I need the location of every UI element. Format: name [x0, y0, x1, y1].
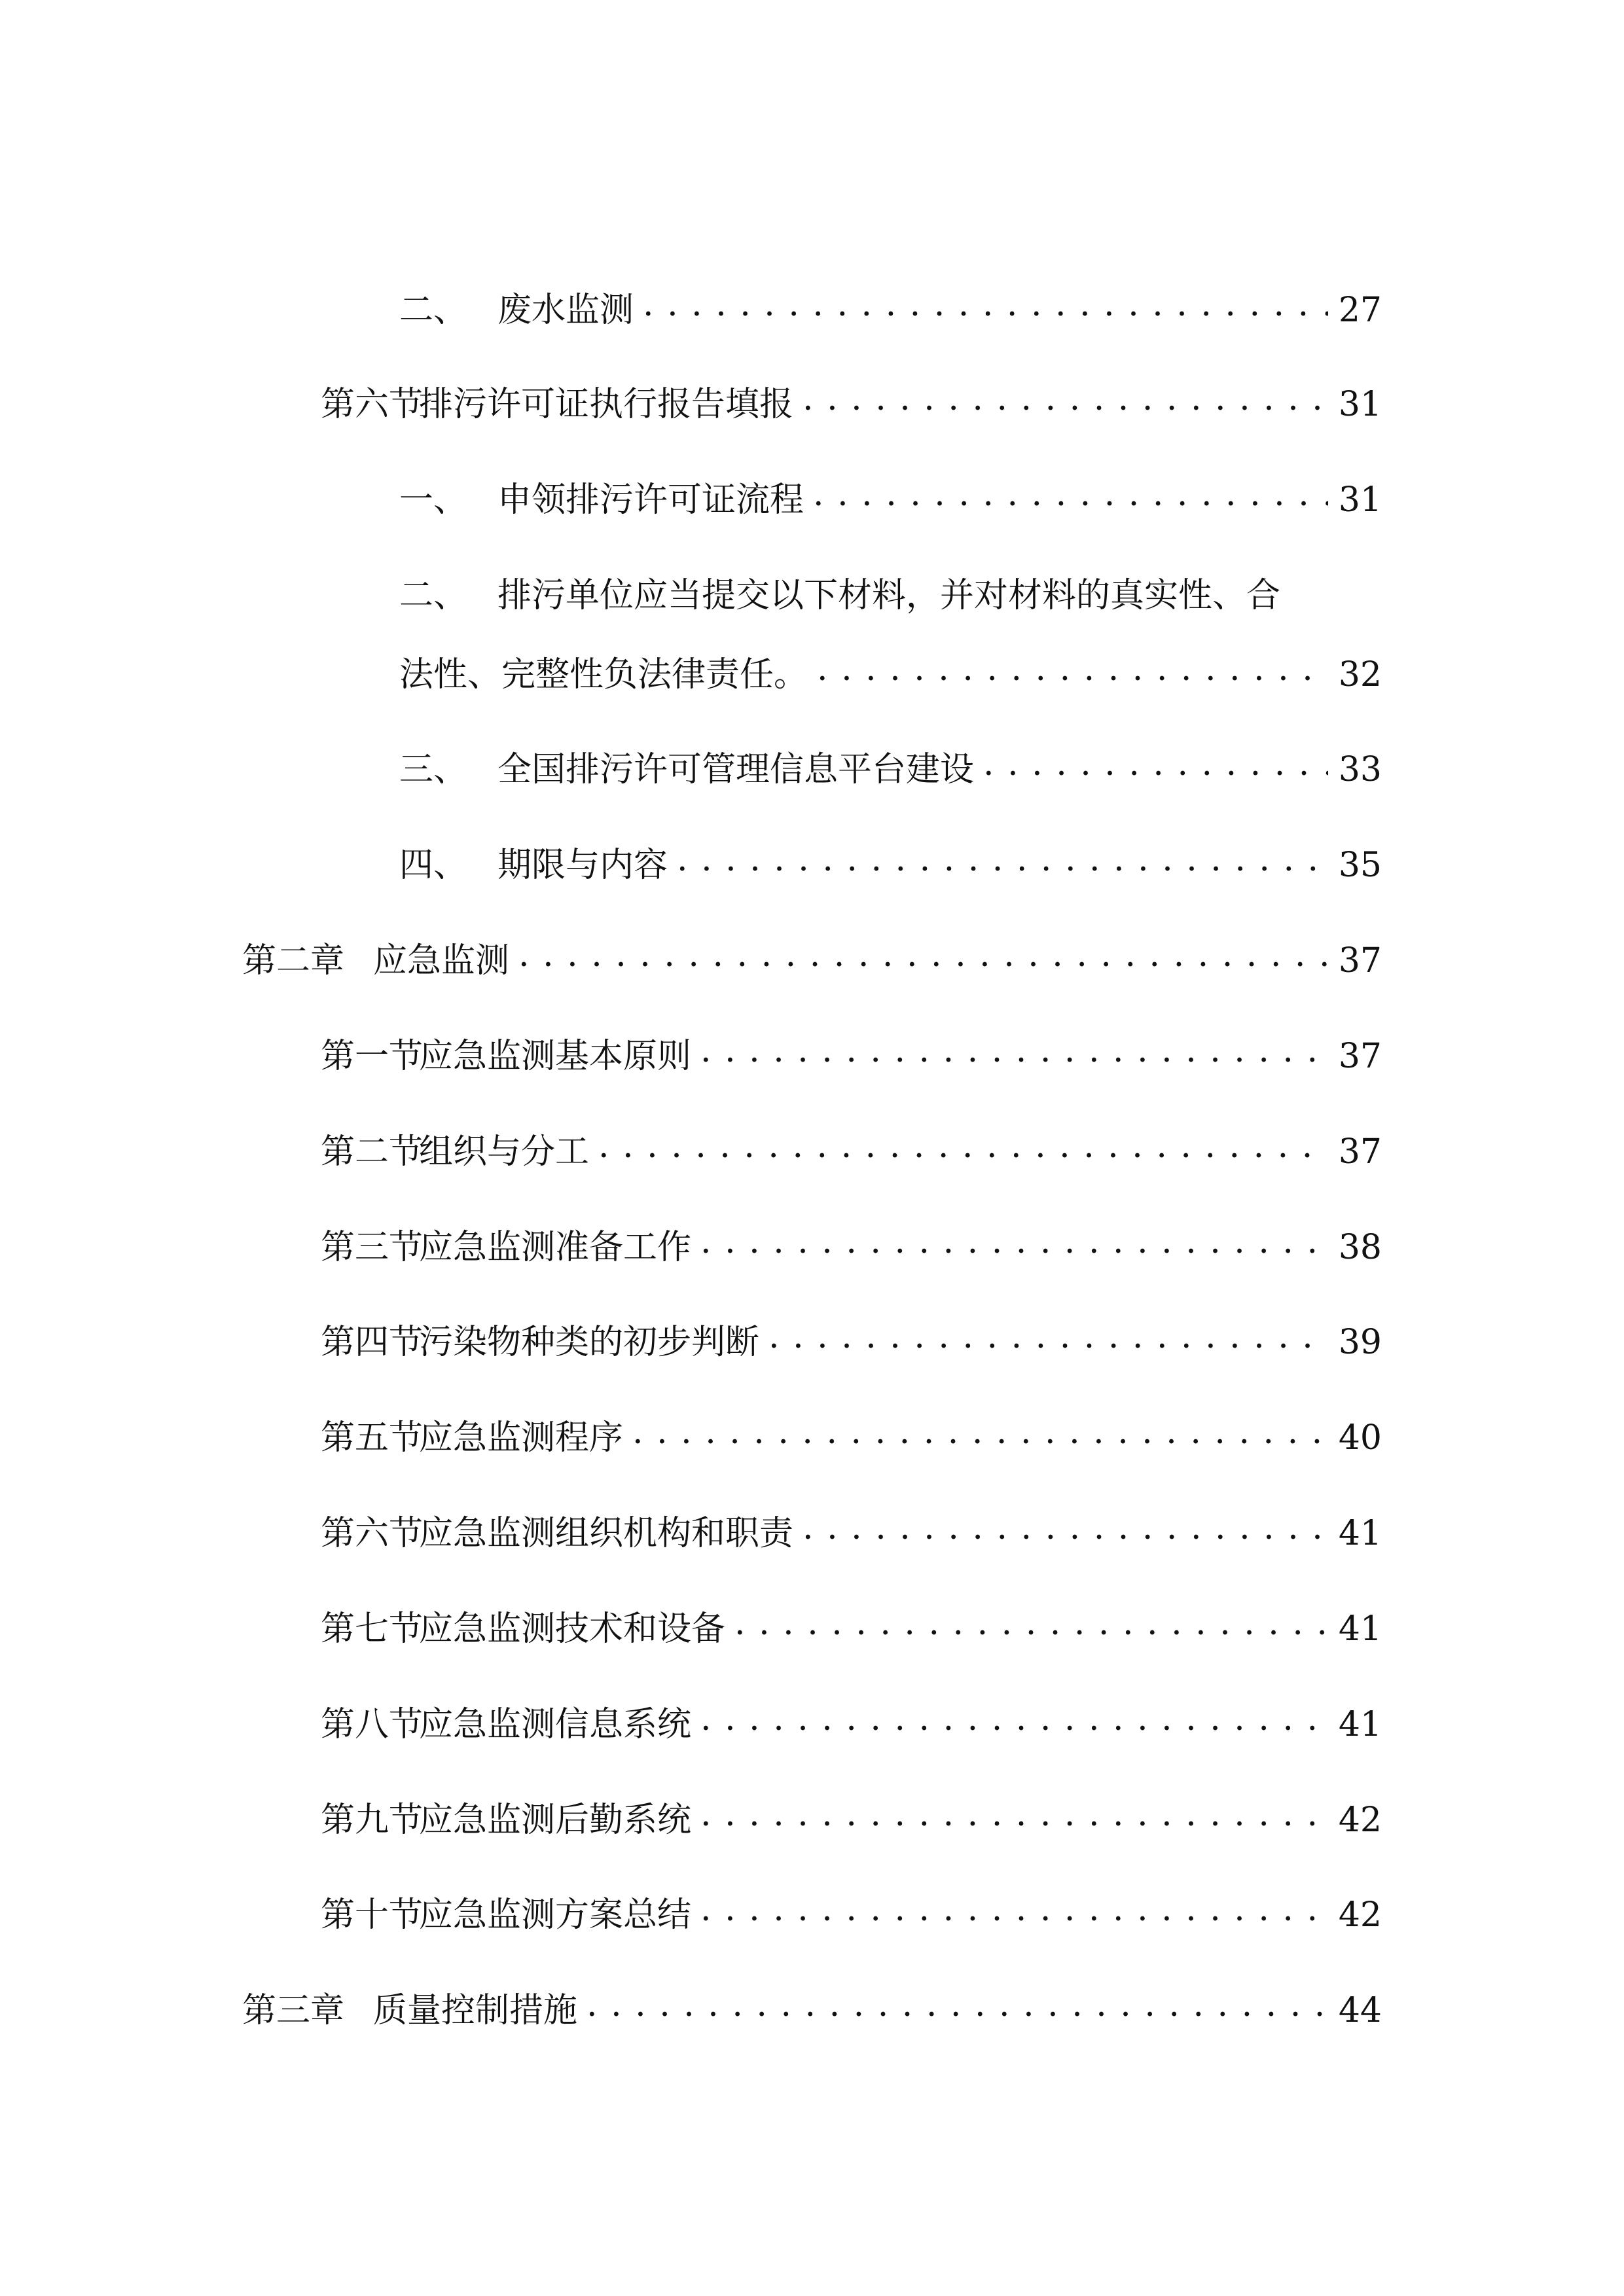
- toc-entry-title: 期限与内容: [497, 846, 668, 885]
- toc-entry-page: 41: [1338, 1514, 1382, 1553]
- dot-leader: [768, 1333, 1328, 1354]
- toc-entry-page: 38: [1338, 1228, 1382, 1267]
- toc-entry-title: 应急监测后勤系统: [419, 1801, 692, 1840]
- toc-entry-number: 三、: [399, 750, 468, 789]
- toc-entry-page: 41: [1338, 1609, 1382, 1649]
- toc-entry-number: 第五节: [321, 1418, 424, 1458]
- toc-entry-number: 第六节: [321, 1514, 424, 1553]
- toc-entry-page: 40: [1338, 1418, 1382, 1458]
- toc-entry[interactable]: [321, 1323, 1382, 1362]
- toc-entry-title-continued: 法性、完整性负法律责任。: [399, 655, 808, 694]
- toc-entry-page: 39: [1338, 1323, 1382, 1362]
- toc-entry-number: 二、: [399, 291, 468, 330]
- toc-entry[interactable]: [321, 1516, 1382, 1551]
- toc-entry-page: 27: [1338, 291, 1382, 330]
- toc-entry-page: 41: [1338, 1705, 1382, 1744]
- toc-entry-wrapped-line1[interactable]: [399, 576, 1382, 615]
- toc-entry[interactable]: [321, 1895, 1382, 1935]
- toc-entry[interactable]: [399, 291, 1382, 330]
- toc-entry-number: 第二节: [321, 1132, 424, 1172]
- toc-entry-number: 第一节: [321, 1037, 424, 1076]
- toc-entry-number: 第三章: [242, 1991, 345, 2030]
- toc-entry-number: 二、: [399, 576, 468, 615]
- toc-entry-title: 应急监测方案总结: [419, 1895, 692, 1935]
- toc-entry-title: 应急监测程序: [419, 1418, 624, 1458]
- toc-entry-number: 第十节: [321, 1895, 424, 1935]
- toc-entry[interactable]: [321, 1037, 1382, 1076]
- dot-leader: [700, 1811, 1328, 1831]
- toc-entry[interactable]: [399, 846, 1382, 885]
- toc-entry[interactable]: [242, 1991, 1382, 2030]
- toc-entry-title: 污染物种类的初步判断: [419, 1323, 760, 1362]
- toc-entry-number: 第七节: [321, 1609, 424, 1649]
- toc-entry-title: 应急监测基本原则: [419, 1037, 692, 1076]
- toc-entry-wrapped-line2[interactable]: [399, 655, 1382, 694]
- toc-entry[interactable]: [321, 1418, 1382, 1458]
- toc-entry[interactable]: [399, 480, 1382, 520]
- dot-leader: [518, 952, 1328, 972]
- dot-leader: [734, 1620, 1328, 1640]
- toc-entry-page: 42: [1338, 1895, 1382, 1935]
- toc-entry-title: 应急监测组织机构和职责: [419, 1514, 794, 1553]
- toc-entry-title: 应急监测: [373, 941, 510, 980]
- dot-leader: [700, 1906, 1328, 1926]
- toc-entry[interactable]: [242, 941, 1382, 980]
- toc-entry-page: 33: [1338, 750, 1382, 789]
- dot-leader: [700, 1047, 1328, 1067]
- toc-entry-title: 组织与分工: [419, 1132, 590, 1172]
- toc-entry[interactable]: [321, 1801, 1382, 1840]
- toc-entry[interactable]: [321, 1132, 1382, 1172]
- toc-entry-page: 37: [1338, 941, 1382, 980]
- toc-entry-number: 第九节: [321, 1801, 424, 1840]
- toc-entry-page: 44: [1338, 1991, 1382, 2030]
- dot-leader: [677, 856, 1328, 876]
- toc-entry-page: 31: [1338, 385, 1382, 424]
- toc-entry-number: 第三节: [321, 1228, 424, 1267]
- toc-entry-page: 37: [1338, 1132, 1382, 1172]
- toc-entry-number: 第八节: [321, 1705, 424, 1744]
- dot-leader: [983, 761, 1328, 781]
- dot-leader: [598, 1143, 1328, 1163]
- toc-entry-title: 应急监测准备工作: [419, 1228, 692, 1267]
- toc-entry-title: 申领排污许可证流程: [497, 480, 804, 520]
- toc-entry-number: 一、: [399, 480, 468, 520]
- toc-entry-number: 第四节: [321, 1323, 424, 1362]
- toc-entry-page: 37: [1338, 1037, 1382, 1076]
- toc-entry[interactable]: [321, 1705, 1382, 1744]
- toc-entry-title: 排污单位应当提交以下材料，并对材料的真实性、合: [497, 576, 1281, 615]
- toc-entry[interactable]: [321, 387, 1382, 422]
- toc-entry-number: 第二章: [242, 941, 345, 980]
- toc-entry[interactable]: [321, 1230, 1382, 1265]
- toc-entry[interactable]: [399, 750, 1382, 789]
- toc-entry-number: 四、: [399, 846, 468, 885]
- dot-leader: [700, 1715, 1328, 1736]
- toc-entry[interactable]: [321, 1609, 1382, 1649]
- toc-entry-title: 应急监测技术和设备: [419, 1609, 726, 1649]
- toc-entry-title: 质量控制措施: [373, 1991, 578, 2030]
- toc-entry-title: 全国排污许可管理信息平台建设: [497, 750, 975, 789]
- toc-entry-title: 废水监测: [497, 291, 634, 330]
- toc-entry-page: 31: [1338, 480, 1382, 520]
- dot-leader: [700, 1238, 1328, 1259]
- toc-entry-page: 32: [1338, 655, 1382, 694]
- dot-leader: [632, 1429, 1328, 1449]
- dot-leader: [813, 491, 1328, 511]
- dot-leader: [643, 301, 1328, 321]
- dot-leader: [803, 1524, 1328, 1545]
- toc-entry-number: 第六节: [321, 385, 424, 424]
- toc-entry-page: 35: [1338, 846, 1382, 885]
- toc-entry-title: 排污许可证执行报告填报: [419, 385, 794, 424]
- toc-entry-title: 应急监测信息系统: [419, 1705, 692, 1744]
- dot-leader: [803, 395, 1328, 416]
- toc-entry-page: 42: [1338, 1801, 1382, 1840]
- dot-leader: [586, 2001, 1328, 2022]
- dot-leader: [817, 666, 1328, 686]
